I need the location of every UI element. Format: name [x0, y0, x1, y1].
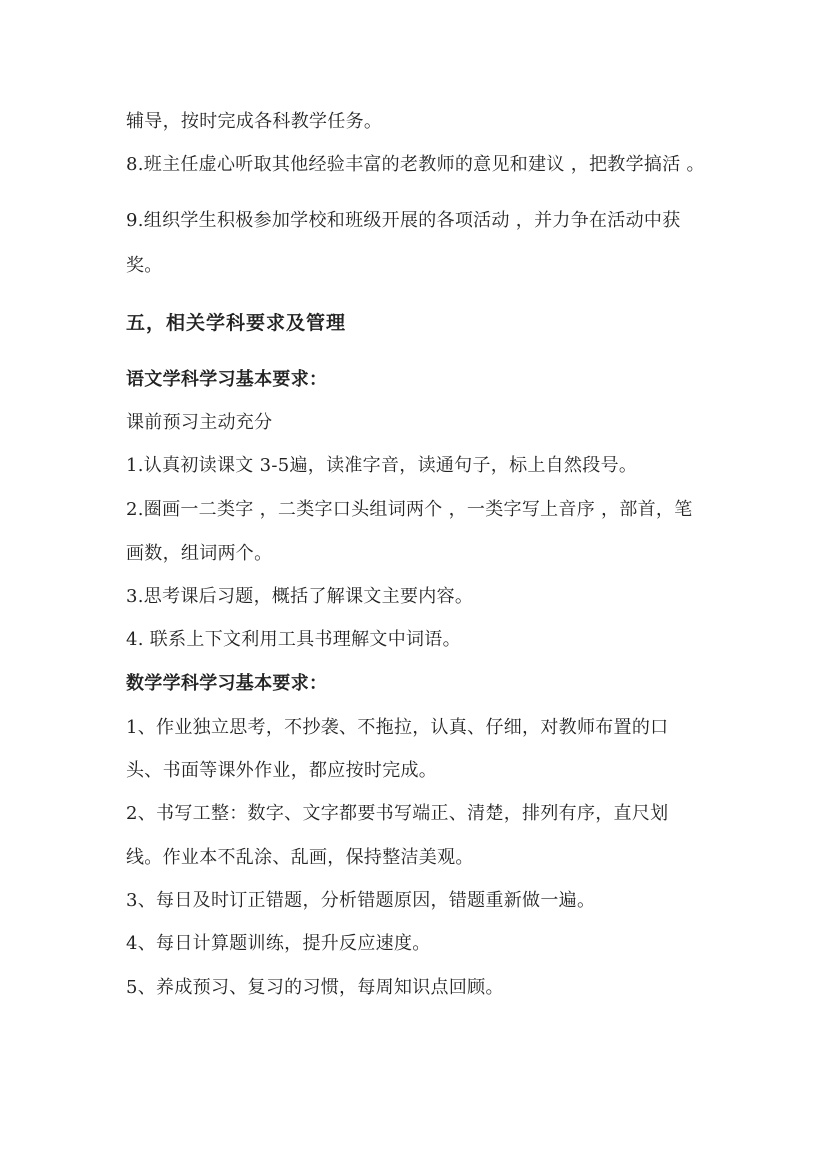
- list-item-continuation: 画数，组词两个。: [126, 543, 273, 564]
- list-item-continuation: 线。作业本不乱涂、乱画，保持整洁美观。: [126, 847, 474, 868]
- paragraph-line: 8.班主任虚心听取其他经验丰富的老教师的意见和建议 ，把教学搞活 。: [126, 154, 705, 175]
- list-item: 2、书写工整：数字、文字都要书写端正、清楚，排列有序，直尺划: [126, 803, 669, 824]
- list-item: 2.圈画一二类字 ，二类字口头组词两个 ，一类字写上音序 ，部首，笔: [126, 499, 693, 520]
- list-item: 3.思考课后习题，概括了解课文主要内容。: [126, 586, 474, 607]
- list-item: 5、养成预习、复习的习惯，每周知识点回顾。: [126, 977, 504, 998]
- section-heading: 五，相关学科要求及管理: [126, 312, 347, 334]
- list-item-continuation: 头、书面等课外作业，都应按时完成。: [126, 760, 438, 781]
- list-item: 4、每日计算题训练，提升反应速度。: [126, 933, 431, 954]
- paragraph-line: 辅导，按时完成各科教学任务。: [126, 111, 383, 132]
- list-item: 1、作业独立思考，不抄袭、不拖拉，认真、仔细，对教师布置的口: [126, 717, 669, 738]
- paragraph-line: 9.组织学生积极参加学校和班级开展的各项活动 ，并力争在活动中获: [126, 210, 681, 231]
- paragraph-line: 课前预习主动充分: [126, 412, 273, 433]
- subsection-heading: 数学学科学习基本要求：: [126, 673, 328, 694]
- subsection-heading: 语文学科学习基本要求：: [126, 369, 328, 390]
- list-item: 1.认真初读课文 3-5遍，读准字音，读通句子，标上自然段号。: [126, 455, 638, 476]
- list-item: 3、每日及时订正错题，分析错题原因，错题重新做一遍。: [126, 890, 596, 911]
- list-item: 4. 联系上下文利用工具书理解文中词语。: [126, 629, 461, 650]
- paragraph-line: 奖。: [126, 255, 163, 276]
